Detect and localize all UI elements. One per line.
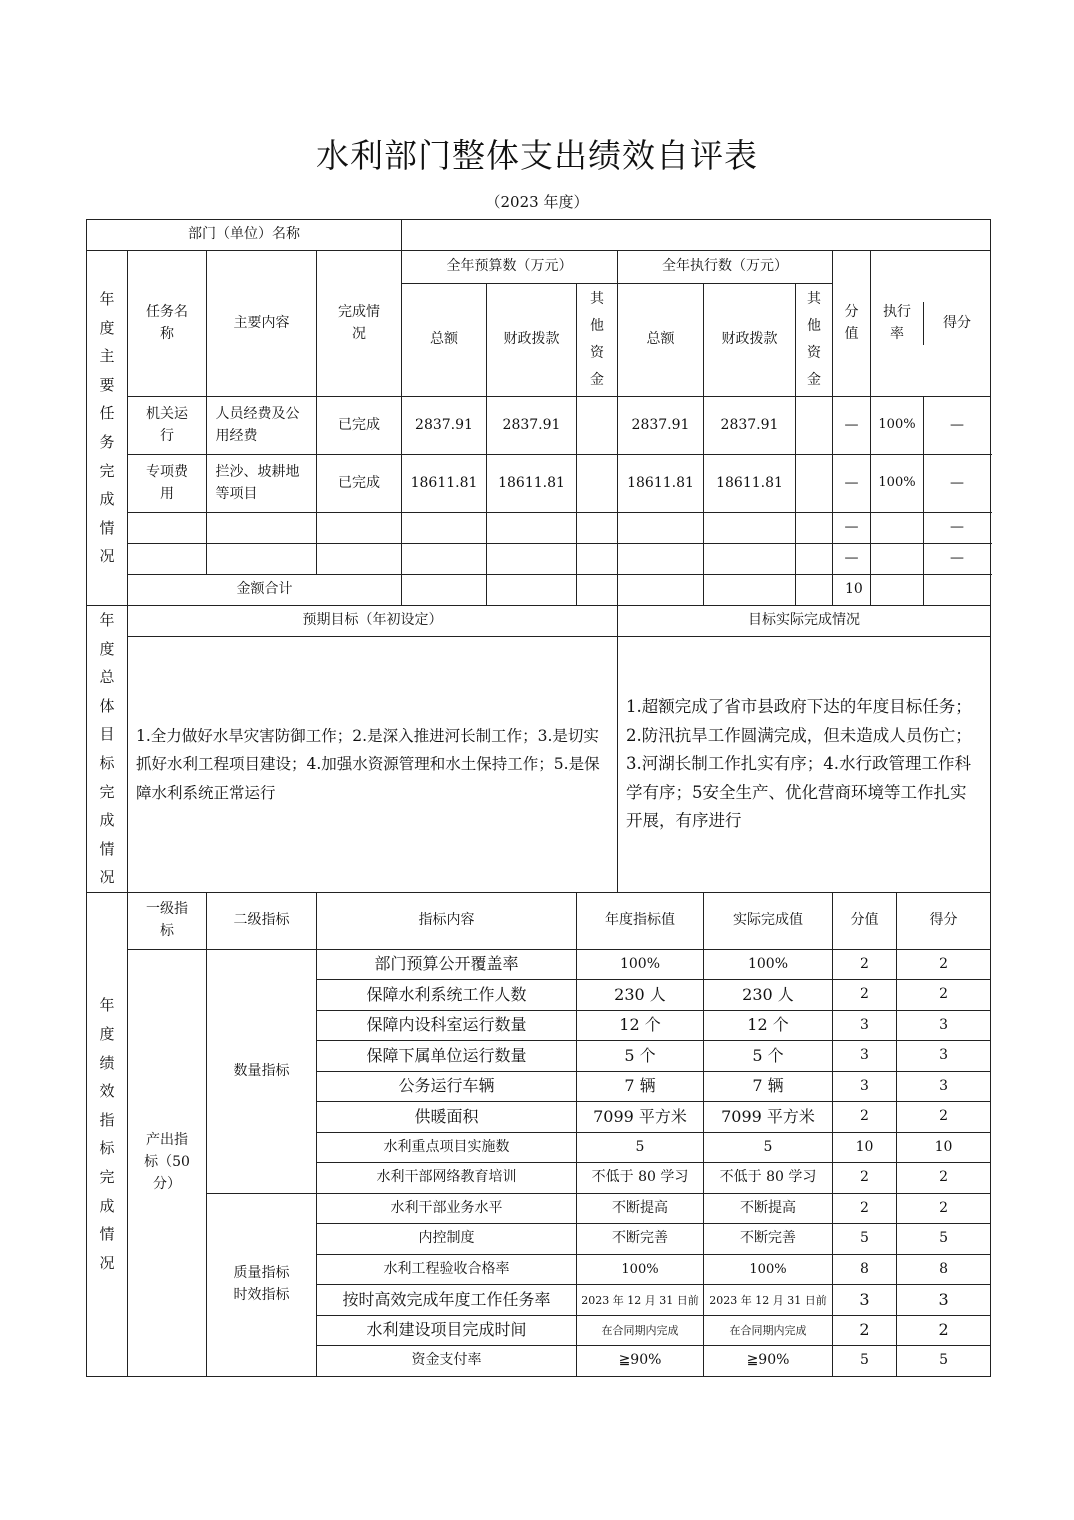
indicator-content: 部门预算公开覆盖率: [317, 949, 577, 980]
task-exec-total: [618, 513, 704, 544]
indicator-actual: 在合同期内完成: [704, 1315, 833, 1346]
indicators-section-label: 年度绩效指标完成情况: [87, 892, 128, 1376]
indicator-actual: 100%: [704, 949, 833, 980]
indicator-row: [87, 949, 991, 980]
goals-header-row: [87, 606, 991, 637]
indicator-value: 3: [833, 1041, 897, 1072]
goals-section-label: 年度总体目标完成情况: [87, 606, 128, 893]
indicator-score: 2: [897, 1315, 991, 1346]
task-budget-total: [402, 513, 487, 544]
level1-output: 产出指标（50分）: [128, 949, 207, 1376]
task-content: [207, 513, 317, 544]
indicator-row: [87, 1193, 991, 1224]
indicator-score: 8: [897, 1254, 991, 1285]
indicator-content: 保障内设科室运行数量: [317, 1010, 577, 1041]
score-value-header: 分值: [833, 251, 871, 397]
task-status: [317, 513, 402, 544]
exec-rate-header: 执行率 得分: [871, 251, 991, 397]
task-value: —: [833, 397, 871, 455]
indicator-actual: 7 辆: [704, 1071, 833, 1102]
indicator-score: 5: [897, 1346, 991, 1377]
task-exec-fiscal: 18611.81: [704, 455, 796, 513]
task-rate: [871, 513, 924, 544]
indicator-value: 2: [833, 1315, 897, 1346]
total-row: [87, 575, 991, 606]
task-status: 已完成: [317, 397, 402, 455]
status-header: 完成情况: [317, 251, 402, 397]
indicator-value: 5: [833, 1224, 897, 1255]
exec-total-header: 总额: [618, 284, 704, 397]
budget-total-header: 总额: [402, 284, 487, 397]
main-content-header: 主要内容: [207, 251, 317, 397]
indicator-target: 12 个: [577, 1010, 704, 1041]
task-name-header: 任务名称: [128, 251, 207, 397]
task-name: [128, 513, 207, 544]
task-exec-total: 2837.91: [618, 397, 704, 455]
task-name: [128, 544, 207, 575]
indicator-content: 水利重点项目实施数: [317, 1132, 577, 1163]
level2-quality: 质量指标 时效指标: [207, 1193, 317, 1376]
col-level2-header: 二级指标: [207, 892, 317, 949]
task-status: [317, 544, 402, 575]
col-target-header: 年度指标值: [577, 892, 704, 949]
indicator-score: 3: [897, 1071, 991, 1102]
indicator-target: 230 人: [577, 980, 704, 1011]
actual-goal-header: 目标实际完成情况: [618, 606, 991, 637]
task-budget-total: 18611.81: [402, 455, 487, 513]
indicator-content: 公务运行车辆: [317, 1071, 577, 1102]
total-label: 金额合计: [128, 575, 402, 606]
task-budget-fiscal: 2837.91: [487, 397, 577, 455]
task-value: —: [833, 513, 871, 544]
indicator-score: 2: [897, 1193, 991, 1224]
score-header: 得分: [943, 314, 972, 331]
indicator-actual: 5: [704, 1132, 833, 1163]
total-value: 10: [833, 575, 871, 606]
task-score: —: [924, 513, 991, 544]
task-content: [207, 544, 317, 575]
task-name: 专项费用: [128, 455, 207, 513]
task-budget-fiscal: [487, 544, 577, 575]
task-budget-other: [577, 455, 618, 513]
task-exec-fiscal: [704, 544, 796, 575]
indicator-target: 不断提高: [577, 1193, 704, 1224]
indicator-value: 3: [833, 1071, 897, 1102]
task-score: —: [924, 397, 991, 455]
indicator-content: 供暖面积: [317, 1102, 577, 1133]
budget-other-header: 其他资金: [577, 284, 618, 397]
indicator-actual: 230 人: [704, 980, 833, 1011]
task-value: —: [833, 544, 871, 575]
indicator-target: 7099 平方米: [577, 1102, 704, 1133]
indicator-actual: 100%: [704, 1254, 833, 1285]
task-exec-total: [618, 544, 704, 575]
indicator-content: 资金支付率: [317, 1346, 577, 1377]
indicators-header-row: [87, 892, 991, 949]
task-row: [87, 513, 991, 544]
indicator-actual: 不断提高: [704, 1193, 833, 1224]
level2-quantity: 数量指标: [207, 949, 317, 1193]
task-budget-other: [577, 544, 618, 575]
indicator-target: 2023 年 12 月 31 日前: [577, 1285, 704, 1316]
task-budget-total: [402, 544, 487, 575]
indicator-content: 保障下属单位运行数量: [317, 1041, 577, 1072]
indicator-score: 2: [897, 980, 991, 1011]
task-budget-fiscal: [487, 513, 577, 544]
task-rate: 100%: [871, 455, 924, 513]
indicator-value: 2: [833, 1163, 897, 1194]
indicator-score: 2: [897, 1163, 991, 1194]
task-value: —: [833, 455, 871, 513]
indicator-content: 水利干部业务水平: [317, 1193, 577, 1224]
indicator-target: 5 个: [577, 1041, 704, 1072]
task-budget-other: [577, 397, 618, 455]
indicator-target: ≧90%: [577, 1346, 704, 1377]
dept-label: 部门（单位）名称: [87, 220, 402, 251]
indicator-score: 5: [897, 1224, 991, 1255]
expected-goal-header: 预期目标（年初设定）: [128, 606, 618, 637]
section1-header-row: [87, 251, 991, 284]
indicator-score: 10: [897, 1132, 991, 1163]
indicator-content: 保障水利系统工作人数: [317, 980, 577, 1011]
expected-goal-text: 1.全力做好水旱灾害防御工作；2.是深入推进河长制工作；3.是切实抓好水利工程项目建设；4.加强水资源管理和水土保持工作；5.是保障水利系统正常运行: [128, 637, 618, 893]
year-subtitle: （2023 年度）: [485, 193, 589, 211]
col-content-header: 指标内容: [317, 892, 577, 949]
task-exec-fiscal: [704, 513, 796, 544]
task-budget-fiscal: 18611.81: [487, 455, 577, 513]
page-title: 水利部门整体支出绩效自评表: [316, 136, 758, 175]
actual-goal-text: 1.超额完成了省市县政府下达的年度目标任务；2.防汛抗旱工作圆满完成，但未造成人员伤亡；3.河湖长制工作扎实有序；4.水行政管理工作科学有序；5安全生产、优化营商环境等工作扎实开展，有序进行: [618, 637, 991, 893]
indicator-value: 2: [833, 980, 897, 1011]
budget-header: 全年预算数（万元）: [402, 251, 618, 284]
indicator-score: 2: [897, 949, 991, 980]
indicator-target: 100%: [577, 949, 704, 980]
task-content: 人员经费及公用经费: [207, 397, 317, 455]
task-content: 拦沙、坡耕地等项目: [207, 455, 317, 513]
goals-content-row: [87, 637, 991, 893]
task-exec-total: 18611.81: [618, 455, 704, 513]
task-rate: 100%: [871, 397, 924, 455]
indicator-score: 3: [897, 1041, 991, 1072]
task-exec-fiscal: 2837.91: [704, 397, 796, 455]
indicator-content: 水利工程验收合格率: [317, 1254, 577, 1285]
indicator-actual: 7099 平方米: [704, 1102, 833, 1133]
task-row: [87, 455, 991, 513]
indicator-target: 7 辆: [577, 1071, 704, 1102]
indicator-actual: 2023 年 12 月 31 日前: [704, 1285, 833, 1316]
task-exec-other: [796, 397, 833, 455]
exec-other-header: 其他资金: [796, 284, 833, 397]
indicator-value: 10: [833, 1132, 897, 1163]
task-budget-total: 2837.91: [402, 397, 487, 455]
indicator-actual: 不低于 80 学习: [704, 1163, 833, 1194]
executed-header: 全年执行数（万元）: [618, 251, 833, 284]
indicator-actual: 12 个: [704, 1010, 833, 1041]
indicator-value: 8: [833, 1254, 897, 1285]
indicator-score: 3: [897, 1010, 991, 1041]
indicator-actual: 5 个: [704, 1041, 833, 1072]
task-status: 已完成: [317, 455, 402, 513]
indicator-value: 2: [833, 1102, 897, 1133]
indicator-actual: 不断完善: [704, 1224, 833, 1255]
indicator-target: 100%: [577, 1254, 704, 1285]
section1-label: 年度主要任务完成情况: [87, 251, 128, 606]
indicator-value: 3: [833, 1285, 897, 1316]
indicator-value: 5: [833, 1346, 897, 1377]
indicator-target: 在合同期内完成: [577, 1315, 704, 1346]
indicator-target: 5: [577, 1132, 704, 1163]
task-budget-other: [577, 513, 618, 544]
indicator-score: 2: [897, 1102, 991, 1133]
col-score-header: 得分: [897, 892, 991, 949]
indicator-value: 2: [833, 1193, 897, 1224]
col-actual-header: 实际完成值: [704, 892, 833, 949]
indicator-target: 不断完善: [577, 1224, 704, 1255]
task-exec-other: [796, 513, 833, 544]
evaluation-table: [86, 219, 991, 1377]
indicator-target: 不低于 80 学习: [577, 1163, 704, 1194]
task-exec-other: [796, 544, 833, 575]
indicator-value: 2: [833, 949, 897, 980]
task-rate: [871, 544, 924, 575]
indicator-content: 水利建设项目完成时间: [317, 1315, 577, 1346]
task-score: —: [924, 544, 991, 575]
indicator-score: 3: [897, 1285, 991, 1316]
indicator-content: 内控制度: [317, 1224, 577, 1255]
task-score: —: [924, 455, 991, 513]
task-row: [87, 397, 991, 455]
indicator-value: 3: [833, 1010, 897, 1041]
task-exec-other: [796, 455, 833, 513]
col-value-header: 分值: [833, 892, 897, 949]
col-level1-header: 一级指标: [128, 892, 207, 949]
task-name: 机关运行: [128, 397, 207, 455]
indicator-content: 水利干部网络教育培训: [317, 1163, 577, 1194]
task-row: [87, 544, 991, 575]
dept-row: [87, 220, 991, 251]
indicator-actual: ≧90%: [704, 1346, 833, 1377]
indicator-content: 按时高效完成年度工作任务率: [317, 1285, 577, 1316]
dept-value: [402, 220, 991, 251]
budget-fiscal-header: 财政拨款: [487, 284, 577, 397]
exec-fiscal-header: 财政拨款: [704, 284, 796, 397]
